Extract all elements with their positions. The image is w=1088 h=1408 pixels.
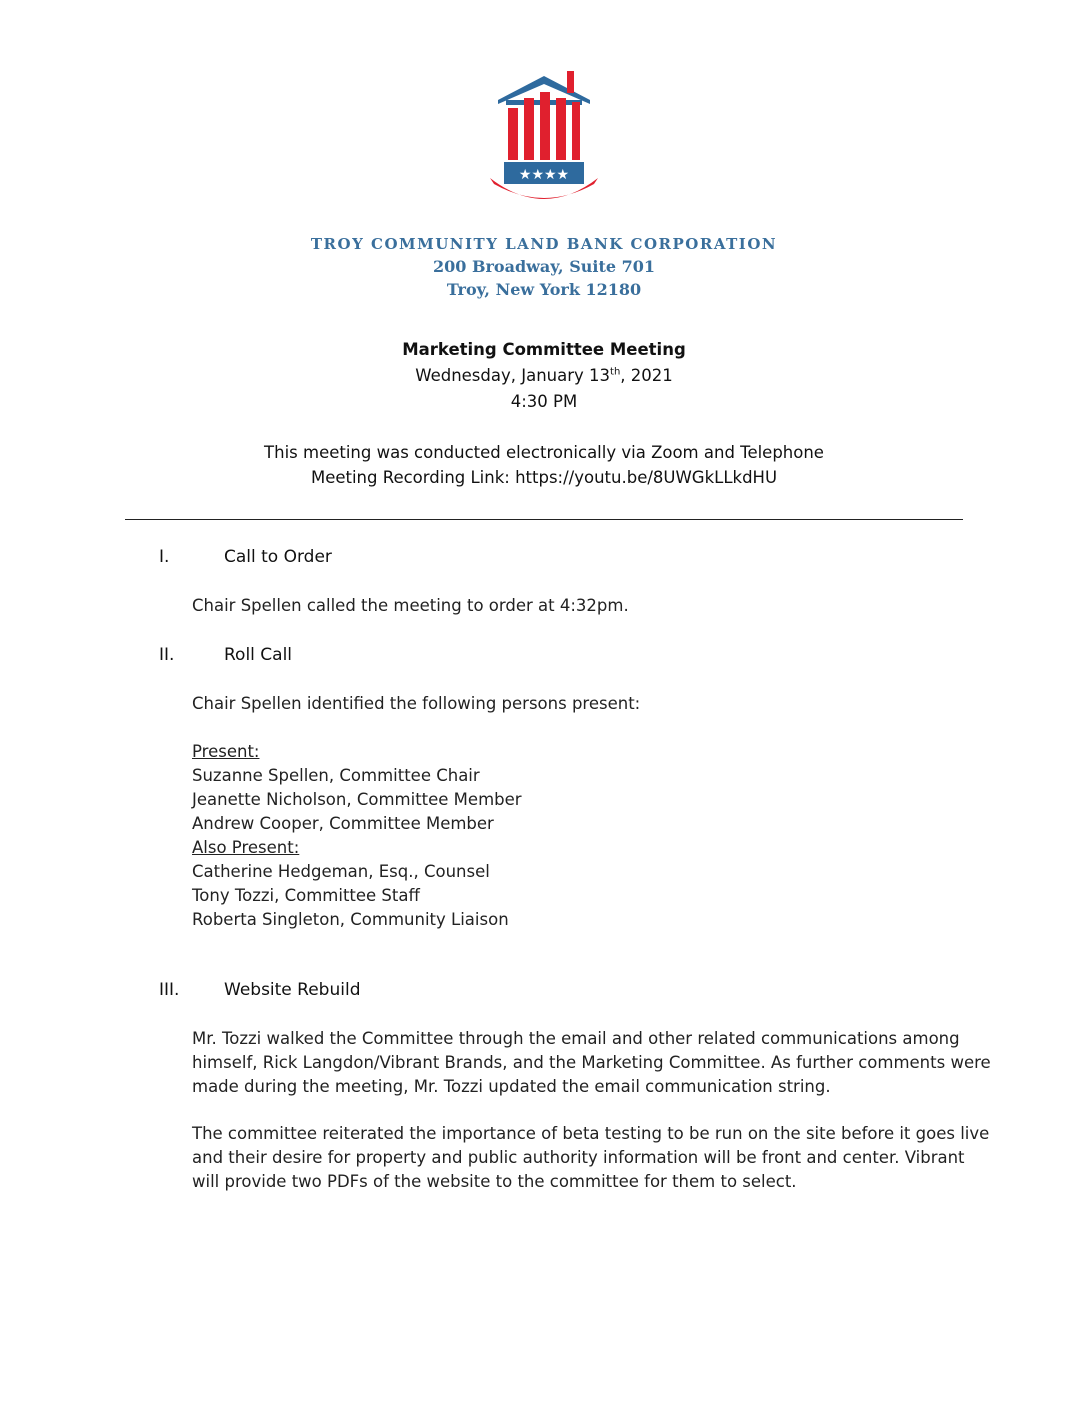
section-number: III. [159,980,180,1000]
meeting-title: Marketing Committee Meeting [402,340,686,359]
paragraph-line: and their desire for property and public authority information will be front and center. Vibrant [192,1148,965,1167]
organization-address-line2: Troy, New York 12180 [446,280,642,299]
meeting-date-year: , 2021 [620,366,673,385]
land-bank-logo [486,70,602,210]
paragraph-line: Mr. Tozzi walked the Committee through the email and other related communications among [192,1029,960,1048]
divider [125,519,963,520]
section-number: II. [159,645,175,665]
organization-address-line1: 200 Broadway, Suite 701 [433,257,655,276]
paragraph-line: made during the meeting, Mr. Tozzi updated the email communication string. [192,1077,831,1096]
attendee: Roberta Singleton, Community Liaison [192,910,509,929]
website-rebuild-paragraph-1 [192,1027,991,1099]
meeting-time: 4:30 PM [510,392,578,411]
section-title: Website Rebuild [224,980,361,1000]
present-label: Present: [192,742,260,761]
organization-name: TROY COMMUNITY LAND BANK CORPORATION [310,235,778,253]
meeting-recording-link[interactable]: Meeting Recording Link: https://youtu.be/8UWGkLLkdHU [310,468,778,487]
also-present-label: Also Present: [192,838,300,857]
section-body: Chair Spellen called the meeting to order at 4:32pm. [192,596,629,615]
meeting-date-ordinal: th [610,366,621,378]
website-rebuild-paragraph-2 [192,1122,990,1194]
section-title: Call to Order [224,547,332,567]
paragraph-line: The committee reiterated the importance of beta testing to be run on the site before it goes live [192,1124,990,1143]
svg-text:★★★★: ★★★★ [518,167,570,183]
meeting-date-prefix: Wednesday, January 13 [415,366,611,385]
attendee: Jeanette Nicholson, Committee Member [192,790,522,809]
meeting-date [0,366,1088,385]
paragraph-line: himself, Rick Langdon/Vibrant Brands, and the Marketing Committee. As further comments were [192,1053,991,1072]
attendance-list [192,740,967,932]
section-title: Roll Call [224,645,293,665]
roll-call-intro: Chair Spellen identified the following persons present: [192,694,641,713]
attendee: Suzanne Spellen, Committee Chair [192,766,480,785]
paragraph-line: will provide two PDFs of the website to the committee for them to select. [192,1172,797,1191]
attendee: Tony Tozzi, Committee Staff [192,886,420,905]
attendee: Catherine Hedgeman, Esq., Counsel [192,862,490,881]
meeting-conducted-note: This meeting was conducted electronically via Zoom and Telephone [264,443,824,462]
section-number: I. [159,547,170,567]
attendee: Andrew Cooper, Committee Member [192,814,494,833]
